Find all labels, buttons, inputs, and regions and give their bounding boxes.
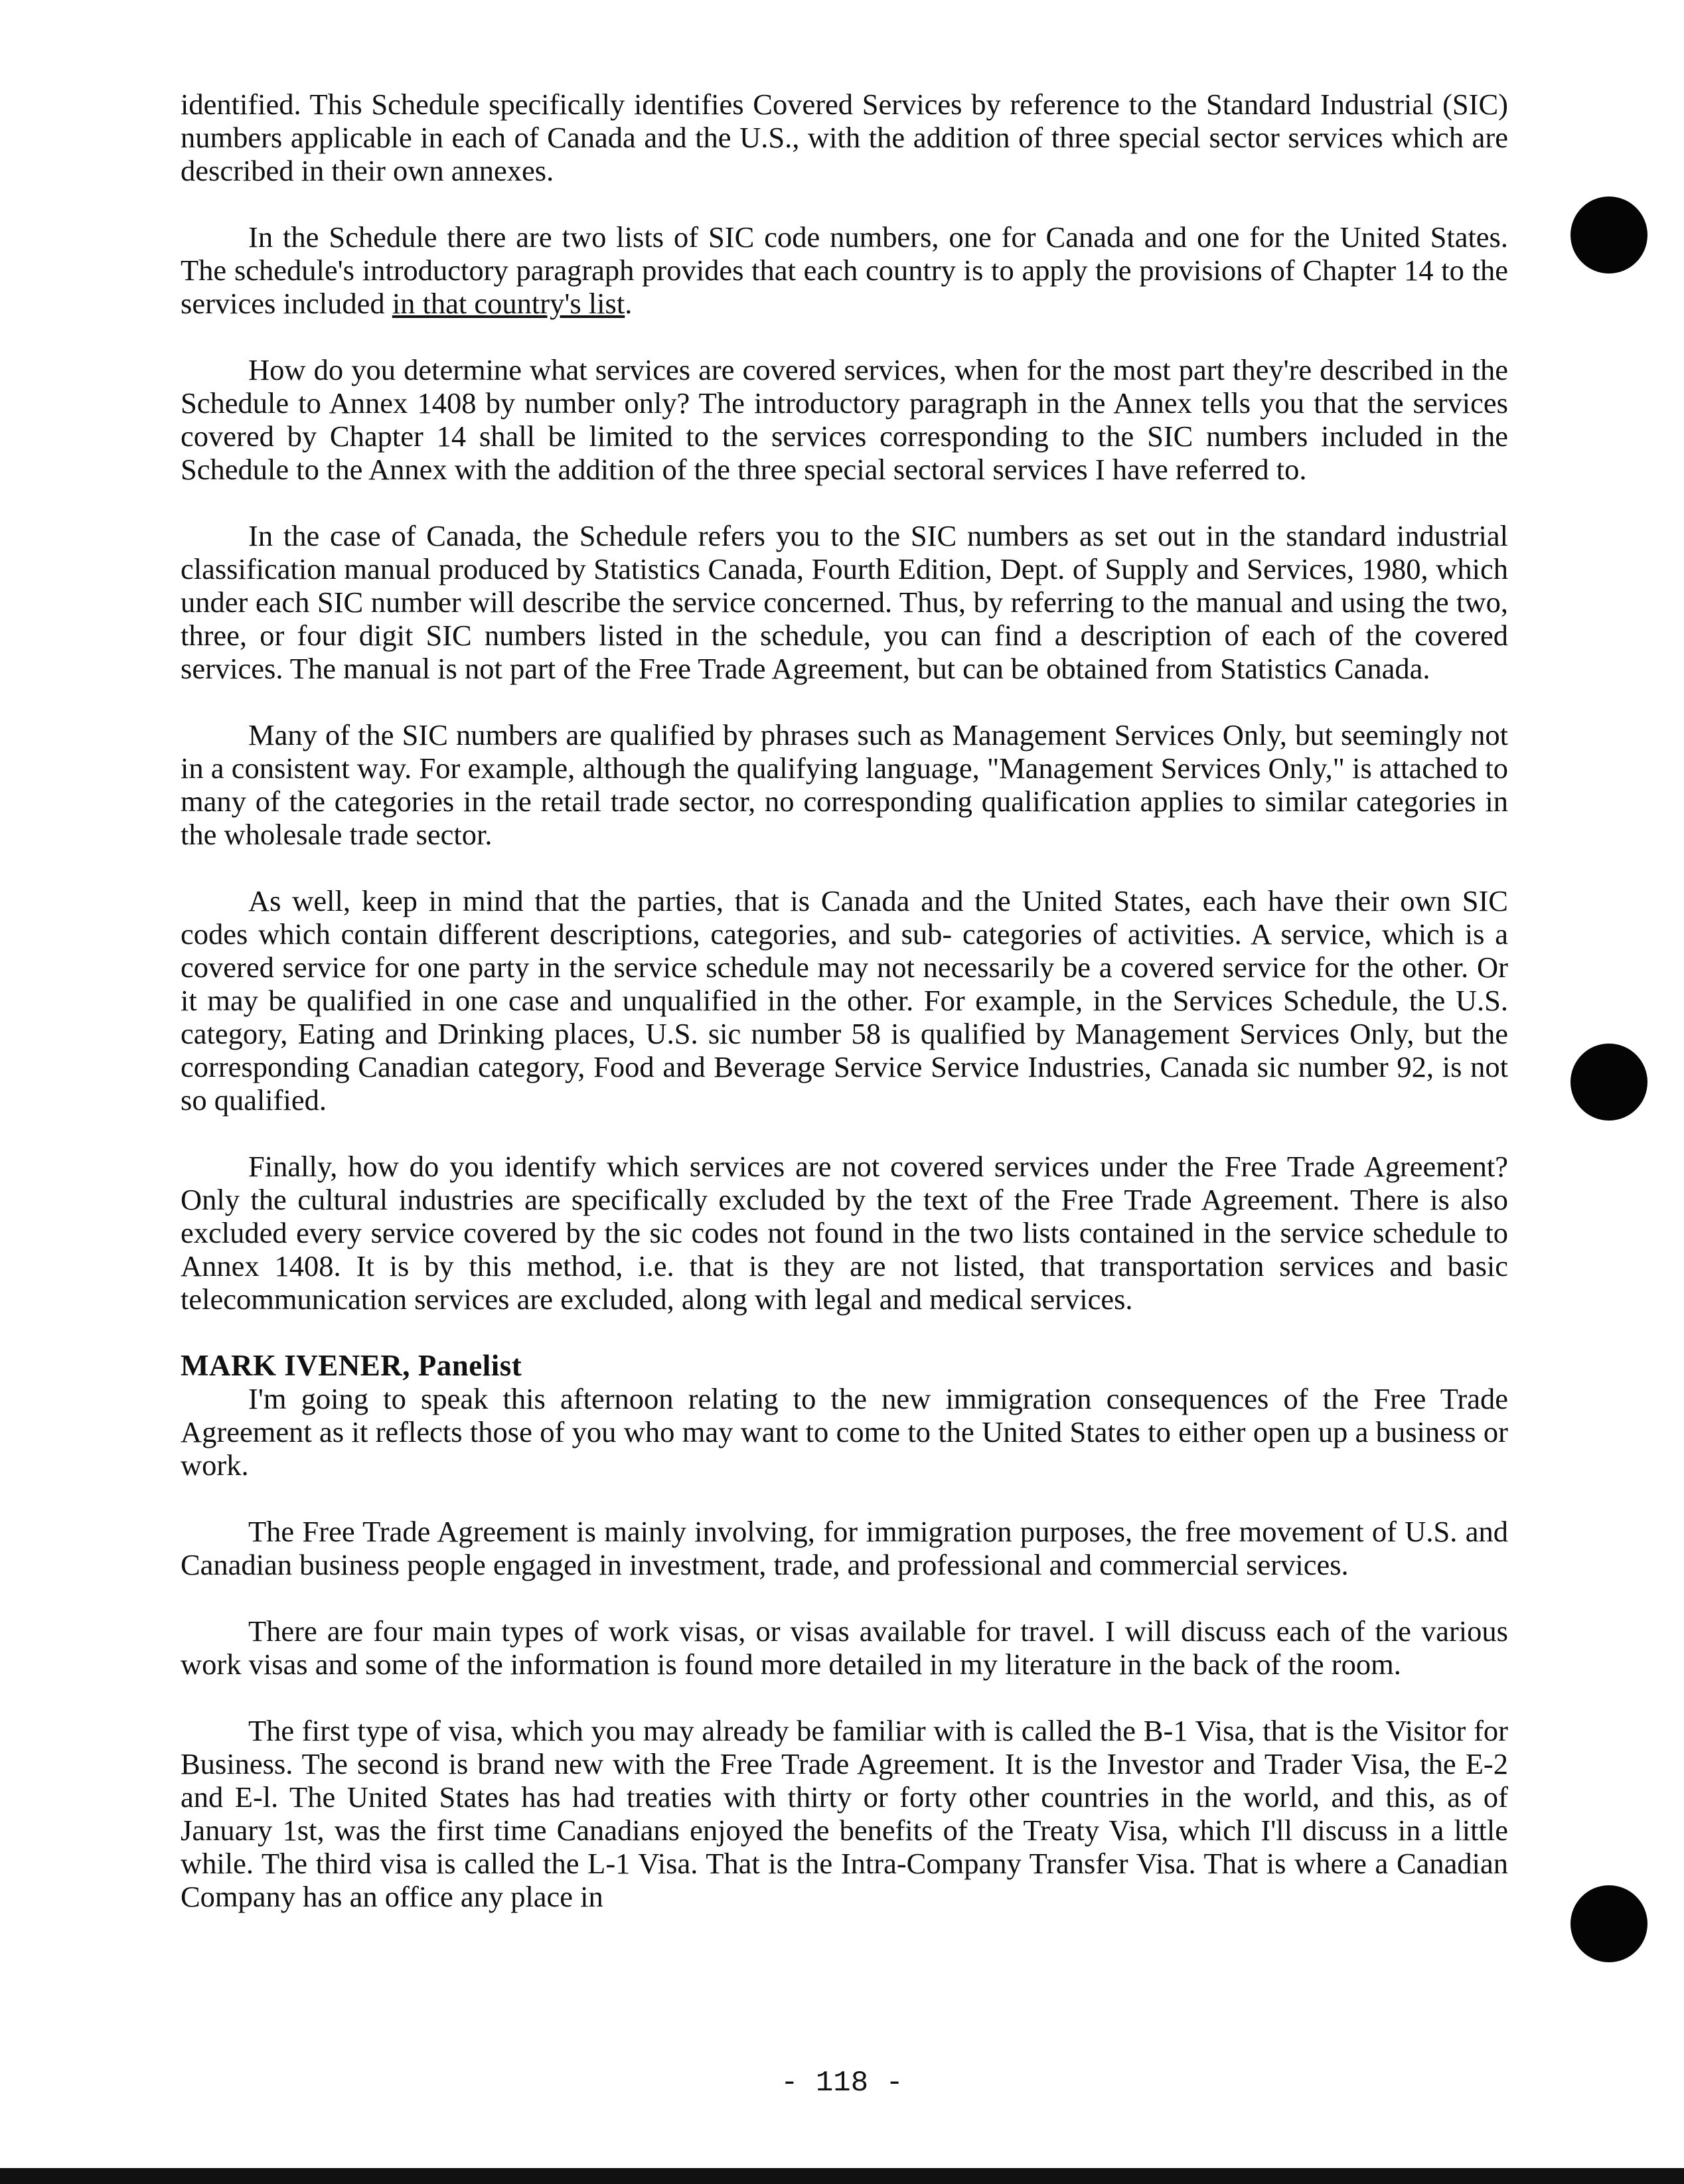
paragraph-2 [181,220,1508,320]
paragraph-9: The Free Trade Agreement is mainly involving, for immigration purposes, the free movement of U.S. and Canadian business people engaged in investment, trade, and professional and commercial services. [181,1515,1508,1581]
underlined-phrase: in that country's list [392,287,625,320]
page-number: - 118 - [781,2067,903,2100]
paragraph-6: As well, keep in mind that the parties, that is Canada and the United States, each have their own SIC codes which contain different descriptions, categories, and sub- categories of activities. A service, which is a covered service for one party in the service schedule may not necessarily be a covered service for the other. Or it may be qualified in one case and unqualified in the other. For example, in the Services Schedule, the U.S. category, Eating and Drinking places, U.S. sic number 58 is qualified by Management Services Only, but the corresponding Canadian category, Food and Beverage Service Service Industries, Canada sic number 92, is not so qualified. [181,884,1508,1117]
punch-hole-middle [1570,1044,1647,1121]
paragraph-5: Many of the SIC numbers are qualified by phrases such as Management Services Only, but seemingly not in a consistent way. For example, although the qualifying language, "Management Services Only," is attached to many of the categories in the retail trade sector, no corresponding qualification applies to similar categories in the wholesale trade sector. [181,718,1508,851]
paragraph-2-end: . [625,287,633,320]
paragraph-8: I'm going to speak this afternoon relating to the new immigration consequences of the Free Trade Agreement as it reflects those of you who may want to come to the United States to either open up a business or work. [181,1382,1508,1482]
document-body [181,88,1508,1913]
punch-hole-bottom [1570,1885,1647,1962]
paragraph-10: There are four main types of work visas, or visas available for travel. I will discuss each of the various work visas and some of the information is found more detailed in my literature in the back of the room. [181,1614,1508,1681]
paragraph-2-text: In the Schedule there are two lists of SIC code numbers, one for Canada and one for the United States. The schedule's introductory paragraph provides that each country is to apply the provisions of Chapter 14 to the services included [181,220,1508,320]
paragraph-7: Finally, how do you identify which services are not covered services under the Free Trade Agreement? Only the cultural industries are specifically excluded by the text of the Free Trade Agreement. There is also excluded every service covered by the sic codes not found in the two lists contained in the service schedule to Annex 1408. It is by this method, i.e. that is they are not listed, that transportation services and basic telecommunication services are excluded, along with legal and medical services. [181,1150,1508,1316]
section-heading: MARK IVENER, Panelist [181,1349,522,1382]
scan-edge-bar [0,2168,1684,2184]
paragraph-4: In the case of Canada, the Schedule refers you to the SIC numbers as set out in the standard industrial classification manual produced by Statistics Canada, Fourth Edition, Dept. of Supply and Services, 1980, which under each SIC number will describe the service concerned. Thus, by referring to the manual and using the two, three, or four digit SIC numbers listed in the schedule, you can find a description of each of the covered services. The manual is not part of the Free Trade Agreement, but can be obtained from Statistics Canada. [181,519,1508,685]
punch-hole-top [1570,196,1647,273]
paragraph-3: How do you determine what services are covered services, when for the most part they're described in the Schedule to Annex 1408 by number only? The introductory paragraph in the Annex tells you that the services covered by Chapter 14 shall be limited to the services corresponding to the SIC numbers included in the Schedule to the Annex with the addition of the three special sectoral services I have referred to. [181,353,1508,486]
paragraph-1: identified. This Schedule specifically identifies Covered Services by reference to the Standard Industrial (SIC) numbers applicable in each of Canada and the U.S., with the addition of three special sector services which are described in their own annexes. [181,88,1508,187]
paragraph-11: The first type of visa, which you may already be familiar with is called the B-1 Visa, that is the Visitor for Business. The second is brand new with the Free Trade Agreement. It is the Investor and Trader Visa, the E-2 and E-l. The United States has had treaties with thirty or forty other countries in the world, and this, as of January 1st, was the first time Canadians enjoyed the benefits of the Treaty Visa, which I'll discuss in a little while. The third visa is called the L-1 Visa. That is the Intra-Company Transfer Visa. That is where a Canadian Company has an office any place in [181,1714,1508,1913]
